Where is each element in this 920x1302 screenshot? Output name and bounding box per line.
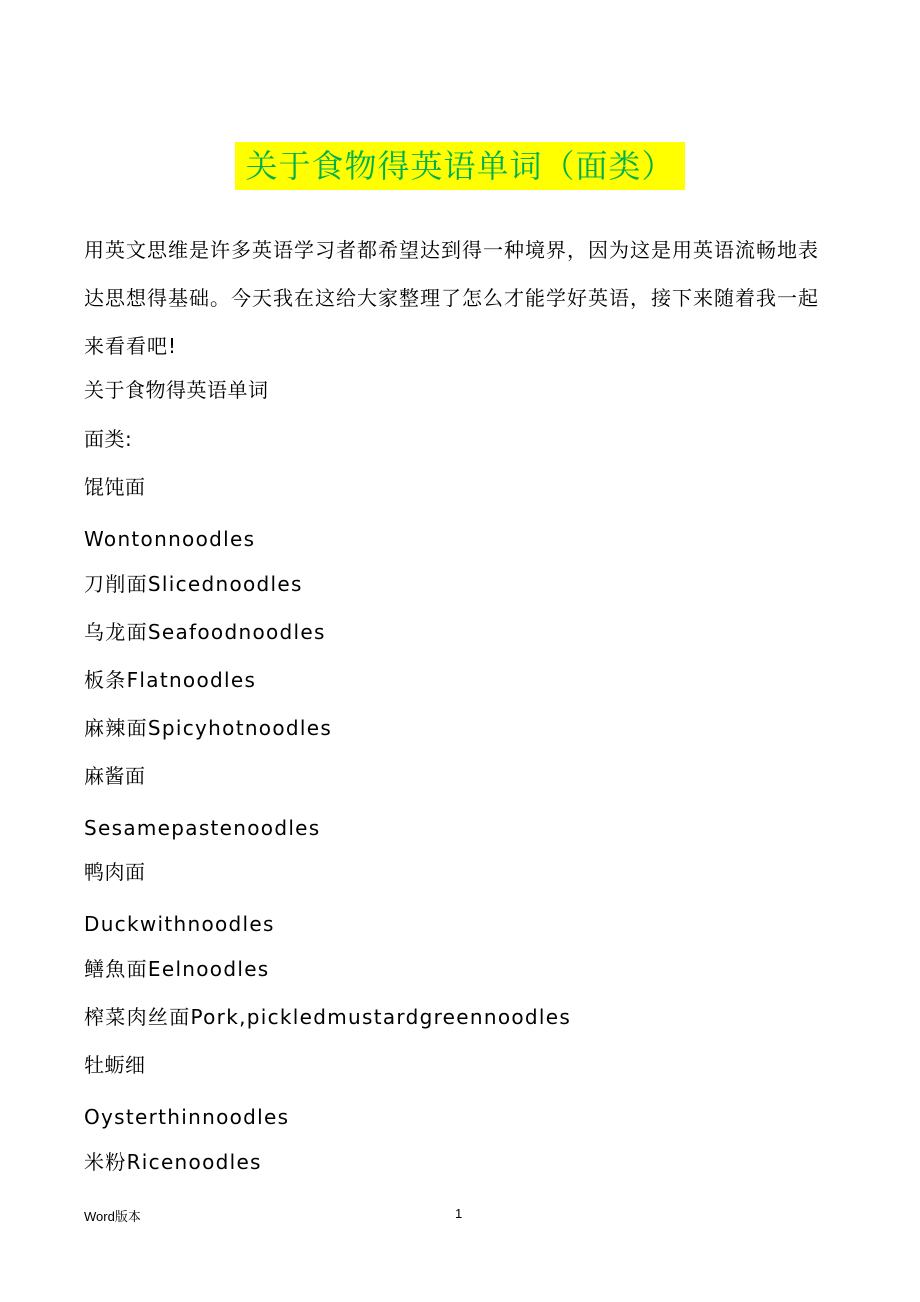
list-item: Wontonnoodles	[84, 527, 256, 551]
section-heading: 关于食物得英语单词	[84, 378, 269, 402]
list-item: 板条Flatnoodles	[84, 668, 257, 692]
list-item: Sesamepastenoodles	[84, 816, 321, 840]
list-item: 牡蛎细	[84, 1053, 146, 1077]
list-item: 榨菜肉丝面Pork,pickledmustardgreennoodles	[84, 1005, 572, 1029]
list-item: 米粉Ricenoodles	[84, 1150, 262, 1174]
title-container	[0, 142, 920, 190]
intro-paragraph: 用英文思维是许多英语学习者都希望达到得一种境界，因为这是用英语流畅地表达思想得基础。今天我在这给大家整理了怎么才能学好英语，接下来随着我一起来看看吧!	[84, 238, 819, 358]
document-title: 关于食物得英语单词（面类）	[235, 142, 684, 190]
list-item: 乌龙面Seafoodnoodles	[84, 620, 326, 644]
footer-label: Word版本	[84, 1209, 141, 1224]
list-item: 馄饨面	[84, 475, 146, 499]
list-item: 麻酱面	[84, 764, 146, 788]
list-item: Duckwithnoodles	[84, 912, 275, 936]
page-number: 1	[455, 1206, 463, 1221]
list-item: 麻辣面Spicyhotnoodles	[84, 716, 333, 740]
list-item: 刀削面Slicednoodles	[84, 572, 303, 596]
list-item: Oysterthinnoodles	[84, 1105, 290, 1129]
list-item: 鳝魚面Eelnoodles	[84, 957, 270, 981]
list-item: 鸭肉面	[84, 860, 146, 884]
category-label: 面类:	[84, 427, 133, 451]
